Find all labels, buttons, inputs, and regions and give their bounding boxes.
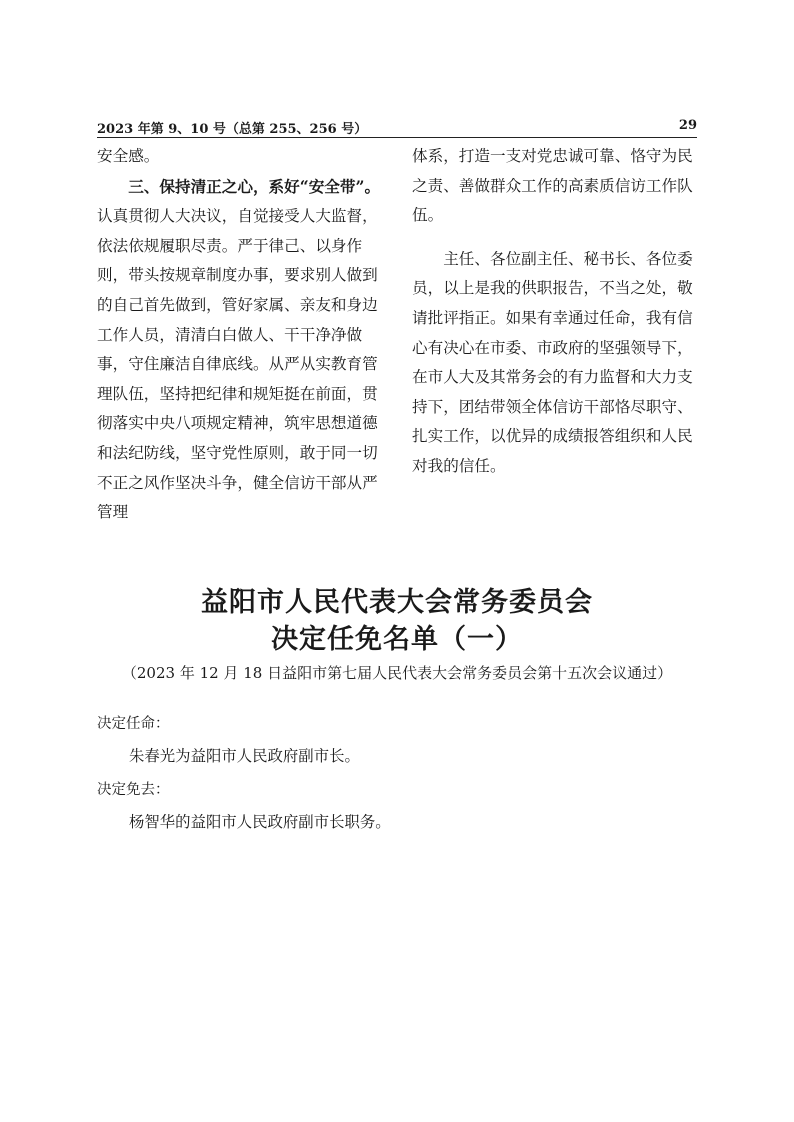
paragraph-gap (412, 231, 700, 245)
paragraph-body: 认真贯彻人大决议，自觉接受人大监督，依法依规履职尽责。严于律己、以身作则，带头按规章制度办事，要求别人做到的自己首先做到，管好家属、亲友和身边工作人员，清清白白做人、干干净净做事，守住廉洁自律底线。从严从实教育管理队伍，坚持把纪律和规矩挺在前面，贯彻落实中央八项规定精神，筑牢思想道德和法纪防线，坚守党性原则，敢于同一切不正之风作坚决斗争，健全信访干部从严管理 (97, 207, 378, 522)
paragraph-closing: 主任、各位副主任、秘书长、各位委员，以上是我的供职报告，不当之处，敬请批评指正。如果有幸通过任命，我有信心有决心在市委、市政府的坚强领导下，在市人大及其常务会的有力监督和大力支持下，团结带领全体信访干部恪尽职守、扎实工作，以优异的成绩报答组织和人民对我的信任。 (412, 249, 693, 475)
remove-label: 决定免去： (97, 782, 170, 798)
left-column (97, 142, 387, 528)
running-header (97, 118, 697, 136)
section-title-line1: 益阳市人民代表大会常务委员会 (201, 587, 593, 618)
header-rule (97, 137, 697, 138)
section-title-line2: 决定任免名单（一） (271, 624, 523, 655)
appoint-label: 决定任命： (97, 716, 170, 732)
section-subtitle: （2023 年 12 月 18 日益阳市第七届人民代表大会常务委员会第十五次会议通过） (121, 664, 673, 682)
paragraph-continuation: 体系，打造一支对党忠诚可靠、恪守为民之责、善做群众工作的高素质信访工作队伍。 (412, 147, 693, 225)
page-number: 29 (678, 118, 697, 133)
paragraph-discipline (97, 172, 387, 528)
paragraph-end: 安全感。 (97, 147, 160, 165)
right-column (412, 142, 700, 482)
section-heading: 三、保持清正之心，系好“安全带”。 (128, 176, 381, 196)
appoint-item: 朱春光为益阳市人民政府副市长。 (129, 747, 360, 765)
issue-label: 2023 年第 9、10 号（总第 255、256 号） (97, 122, 368, 137)
remove-item: 杨智华的益阳市人民政府副市长职务。 (129, 813, 391, 831)
